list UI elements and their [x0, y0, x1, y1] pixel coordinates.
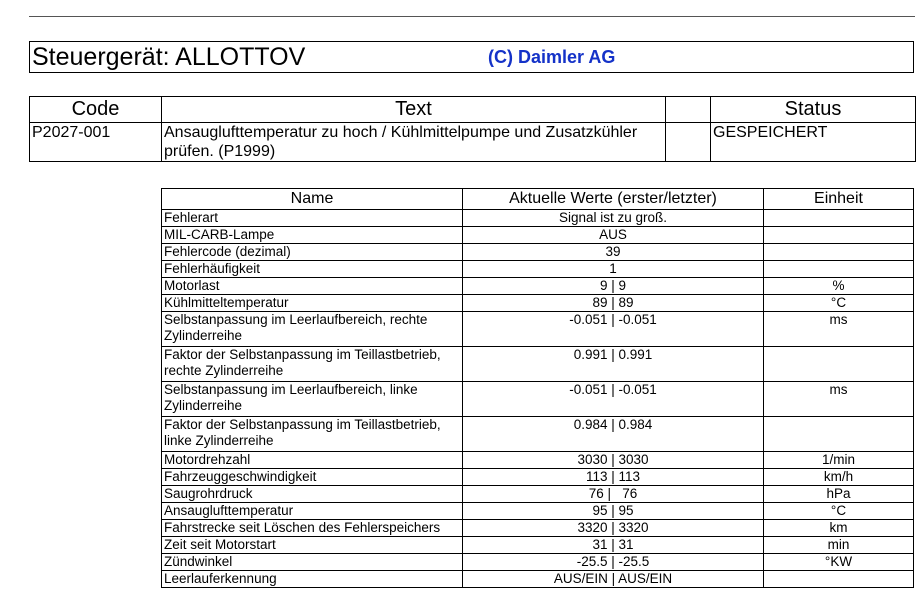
value-name: Fahrzeuggeschwindigkeit	[162, 469, 463, 486]
value-row	[162, 295, 914, 312]
value-name: Selbstanpassung im Leerlaufbereich, rechte Zylinderreihe	[162, 312, 463, 347]
value-row	[162, 417, 914, 452]
value-name: Ansauglufttemperatur	[162, 503, 463, 520]
value-unit	[764, 347, 914, 382]
value-unit: min	[764, 537, 914, 554]
value-unit: °C	[764, 503, 914, 520]
control-unit-title: Steuergerät: ALLOTTOV	[32, 43, 306, 71]
value-name: Fehlerart	[162, 210, 463, 227]
value-row	[162, 278, 914, 295]
value-current: -0.051 | -0.051	[463, 382, 764, 417]
value-current: 0.991 | 0.991	[463, 347, 764, 382]
value-row	[162, 261, 914, 278]
value-row	[162, 520, 914, 537]
value-row	[162, 244, 914, 261]
environment-values-table	[161, 188, 914, 588]
value-unit: km/h	[764, 469, 914, 486]
fault-status: GESPEICHERT	[711, 123, 916, 162]
value-row	[162, 382, 914, 417]
column-header-empty	[666, 97, 711, 123]
value-name: MIL-CARB-Lampe	[162, 227, 463, 244]
value-current: 113 | 113	[463, 469, 764, 486]
value-current: 3320 | 3320	[463, 520, 764, 537]
value-name: Kühlmitteltemperatur	[162, 295, 463, 312]
column-header-unit: Einheit	[764, 189, 914, 210]
value-name: Leerlauferkennung	[162, 571, 463, 588]
fault-row	[30, 123, 916, 162]
value-unit	[764, 227, 914, 244]
value-name: Fahrstrecke seit Löschen des Fehlerspeichers	[162, 520, 463, 537]
value-row	[162, 210, 914, 227]
control-unit-header	[29, 41, 914, 73]
value-unit: °C	[764, 295, 914, 312]
fault-text: Ansauglufttemperatur zu hoch / Kühlmittelpumpe und Zusatzkühler prüfen. (P1999)	[162, 123, 666, 162]
values-table-header	[162, 189, 914, 210]
value-row	[162, 503, 914, 520]
value-unit: km	[764, 520, 914, 537]
value-current: 3030 | 3030	[463, 452, 764, 469]
value-name: Fehlerhäufigkeit	[162, 261, 463, 278]
value-current: 9 | 9	[463, 278, 764, 295]
column-header-text: Text	[162, 97, 666, 123]
value-name: Selbstanpassung im Leerlaufbereich, linke Zylinderreihe	[162, 382, 463, 417]
value-unit	[764, 244, 914, 261]
value-row	[162, 571, 914, 588]
column-header-current-values: Aktuelle Werte (erster/letzter)	[463, 189, 764, 210]
value-current: 95 | 95	[463, 503, 764, 520]
value-name: Faktor der Selbstanpassung im Teillastbetrieb, linke Zylinderreihe	[162, 417, 463, 452]
value-unit	[764, 571, 914, 588]
value-unit	[764, 261, 914, 278]
value-current: AUS	[463, 227, 764, 244]
value-current: -0.051 | -0.051	[463, 312, 764, 347]
value-row	[162, 537, 914, 554]
top-rule	[29, 16, 915, 17]
value-row	[162, 486, 914, 503]
value-unit	[764, 210, 914, 227]
copyright-notice: (C) Daimler AG	[488, 47, 616, 67]
value-current: 89 | 89	[463, 295, 764, 312]
value-row	[162, 469, 914, 486]
value-row	[162, 312, 914, 347]
column-header-name: Name	[162, 189, 463, 210]
value-name: Zündwinkel	[162, 554, 463, 571]
value-current: 76 | 76	[463, 486, 764, 503]
value-row	[162, 347, 914, 382]
column-header-status: Status	[711, 97, 916, 123]
fault-extra	[666, 123, 711, 162]
fault-code: P2027-001	[30, 123, 162, 162]
value-row	[162, 452, 914, 469]
value-unit	[764, 417, 914, 452]
value-unit: °KW	[764, 554, 914, 571]
value-current: 39	[463, 244, 764, 261]
value-unit: hPa	[764, 486, 914, 503]
value-current: Signal ist zu groß.	[463, 210, 764, 227]
value-name: Motordrehzahl	[162, 452, 463, 469]
column-header-code: Code	[30, 97, 162, 123]
value-row	[162, 554, 914, 571]
value-unit: %	[764, 278, 914, 295]
value-unit: 1/min	[764, 452, 914, 469]
value-current: AUS/EIN | AUS/EIN	[463, 571, 764, 588]
value-unit: ms	[764, 382, 914, 417]
value-current: 1	[463, 261, 764, 278]
value-current: 0.984 | 0.984	[463, 417, 764, 452]
value-unit: ms	[764, 312, 914, 347]
value-current: -25.5 | -25.5	[463, 554, 764, 571]
value-name: Saugrohrdruck	[162, 486, 463, 503]
value-name: Zeit seit Motorstart	[162, 537, 463, 554]
value-name: Faktor der Selbstanpassung im Teillastbetrieb, rechte Zylinderreihe	[162, 347, 463, 382]
fault-table-header	[30, 97, 916, 123]
fault-code-table	[29, 96, 916, 162]
value-row	[162, 227, 914, 244]
value-name: Motorlast	[162, 278, 463, 295]
value-name: Fehlercode (dezimal)	[162, 244, 463, 261]
value-current: 31 | 31	[463, 537, 764, 554]
